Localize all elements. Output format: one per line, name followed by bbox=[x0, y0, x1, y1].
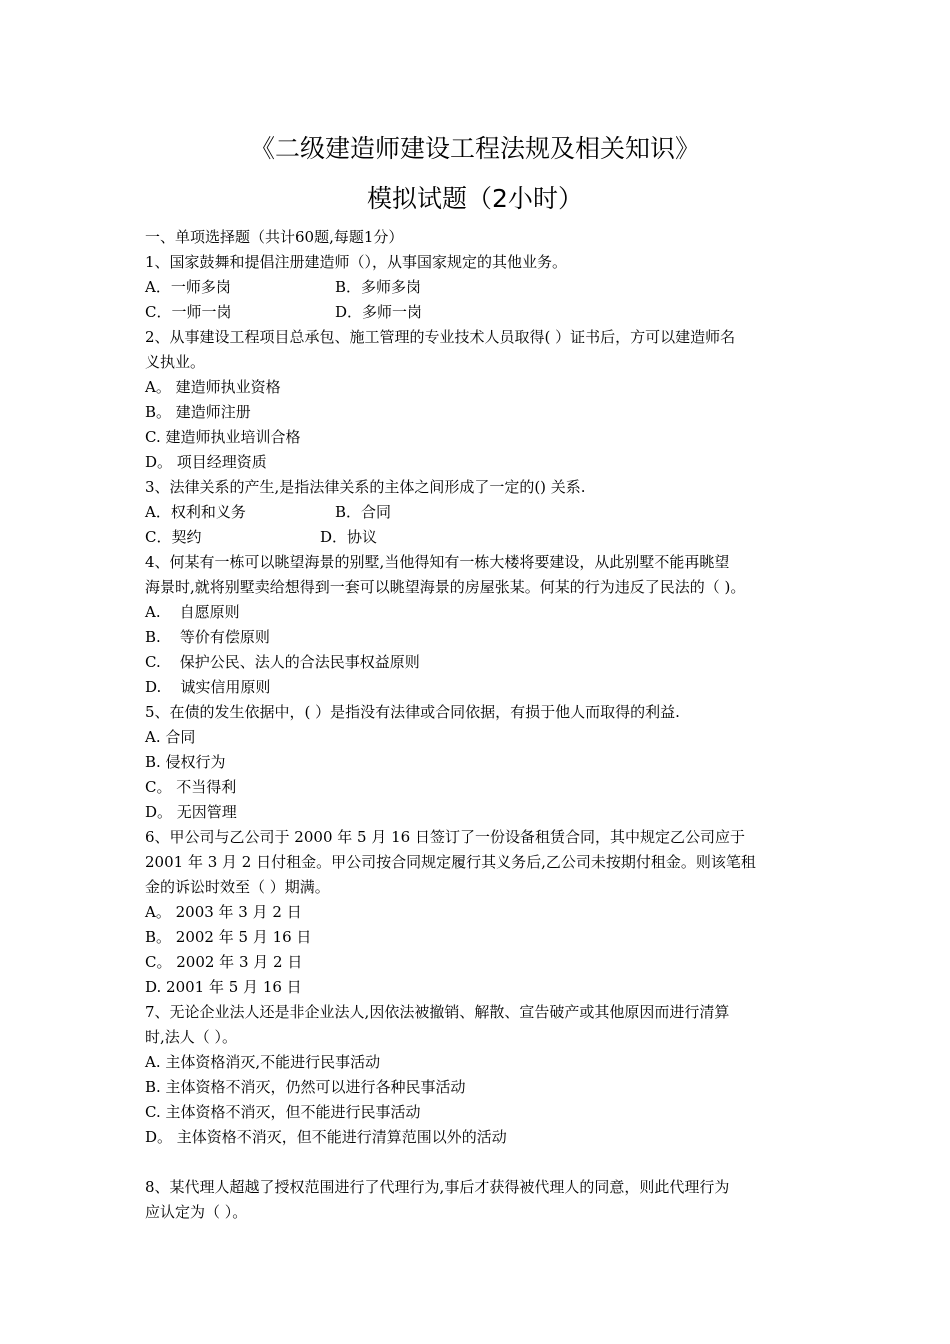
question-6-text: 6、甲公司与乙公司于 2000 年 5 月 16 日签订了一份设备租赁合同，其中规定乙公司应于 bbox=[145, 828, 745, 846]
question-8-text: 8、某代理人超越了授权范围进行了代理行为,事后才获得被代理人的同意，则此代理行为 bbox=[145, 1178, 730, 1196]
question-7-option-d: D。 主体资格不消灭，但不能进行清算范围以外的活动 bbox=[145, 1128, 507, 1146]
question-4-option-d: D. 诚实信用原则 bbox=[145, 678, 271, 696]
question-3-option-b: B．合同 bbox=[335, 503, 392, 521]
question-list bbox=[145, 225, 810, 1225]
question-6-option-a: A。 2003 年 3 月 2 日 bbox=[145, 903, 302, 921]
question-7-option-c: C. 主体资格不消灭，但不能进行民事活动 bbox=[145, 1103, 421, 1121]
blank-line bbox=[145, 1150, 810, 1175]
question-3-option-c: C．契约 bbox=[145, 528, 202, 546]
question-2-option-b: B。 建造师注册 bbox=[145, 403, 251, 421]
question-6-option-d: D. 2001 年 5 月 16 日 bbox=[145, 978, 302, 996]
question-1-text: 1、国家鼓舞和提倡注册建造师（），从事国家规定的其他业务。 bbox=[145, 253, 568, 271]
question-3-option-d: D．协议 bbox=[320, 528, 378, 546]
question-2-text: 义执业。 bbox=[145, 353, 206, 371]
question-3-text: 3、法律关系的产生,是指法律关系的主体之间形成了一定的() 关系. bbox=[145, 478, 586, 496]
question-6-option-b: B。 2002 年 5 月 16 日 bbox=[145, 928, 312, 946]
question-5-text: 5、在债的发生依据中，( ）是指没有法律或合同依据，有损于他人而取得的利益. bbox=[145, 703, 680, 721]
question-1-option-d: D．多师一岗 bbox=[335, 303, 423, 321]
question-5-option-c: C。 不当得利 bbox=[145, 778, 237, 796]
document-subtitle: 模拟试题（2小时） bbox=[367, 184, 583, 213]
question-6-text: 2001 年 3 月 2 日付租金。甲公司按合同规定履行其义务后,乙公司未按期付租金。则该笔租 bbox=[145, 853, 756, 871]
section-heading: 一、单项选择题（共计60题,每题1分） bbox=[145, 228, 404, 246]
question-1-option-b: B．多师多岗 bbox=[335, 278, 422, 296]
question-2-option-c: C. 建造师执业培训合格 bbox=[145, 428, 301, 446]
question-4-option-b: B. 等价有偿原则 bbox=[145, 628, 270, 646]
question-4-option-a: A. 自愿原则 bbox=[145, 603, 240, 621]
question-6-text: 金的诉讼时效至（ ）期满。 bbox=[145, 878, 330, 896]
question-4-text: 4、何某有一栋可以眺望海景的别墅,当他得知有一栋大楼将要建设，从此别墅不能再眺望 bbox=[145, 553, 730, 571]
question-1-options-row bbox=[145, 275, 810, 300]
question-5-option-b: B. 侵权行为 bbox=[145, 753, 226, 771]
question-6-option-c: C。 2002 年 3 月 2 日 bbox=[145, 953, 303, 971]
question-2-text: 2、从事建设工程项目总承包、施工管理的专业技术人员取得( ）证书后，方可以建造师名 bbox=[145, 328, 736, 346]
question-2-option-d: D。 项目经理资质 bbox=[145, 453, 267, 471]
question-1-option-a: A．一师多岗 bbox=[145, 278, 231, 296]
question-7-option-a: A. 主体资格消灭,不能进行民事活动 bbox=[145, 1053, 381, 1071]
question-5-option-d: D。 无因管理 bbox=[145, 803, 237, 821]
question-3-options-row bbox=[145, 525, 810, 550]
document-title: 《二级建造师建设工程法规及相关知识》 bbox=[249, 134, 700, 163]
question-7-text: 时,法人（ ）。 bbox=[145, 1028, 238, 1046]
question-5-option-a: A. 合同 bbox=[145, 728, 196, 746]
question-4-option-c: C. 保护公民、法人的合法民事权益原则 bbox=[145, 653, 420, 671]
question-3-option-a: A．权利和义务 bbox=[145, 503, 246, 521]
question-7-text: 7、无论企业法人还是非企业法人,因依法被撤销、解散、宣告破产或其他原因而进行清算 bbox=[145, 1003, 730, 1021]
question-4-text: 海景时,就将别墅卖给想得到一套可以眺望海景的房屋张某。何某的行为违反了民法的（ )。 bbox=[145, 578, 746, 596]
question-2-option-a: A。 建造师执业资格 bbox=[145, 378, 281, 396]
question-8-text: 应认定为（ ）。 bbox=[145, 1203, 248, 1221]
question-3-options-row bbox=[145, 500, 810, 525]
question-1-options-row bbox=[145, 300, 810, 325]
question-7-option-b: B. 主体资格不消灭，仍然可以进行各种民事活动 bbox=[145, 1078, 466, 1096]
question-1-option-c: C．一师一岗 bbox=[145, 303, 232, 321]
